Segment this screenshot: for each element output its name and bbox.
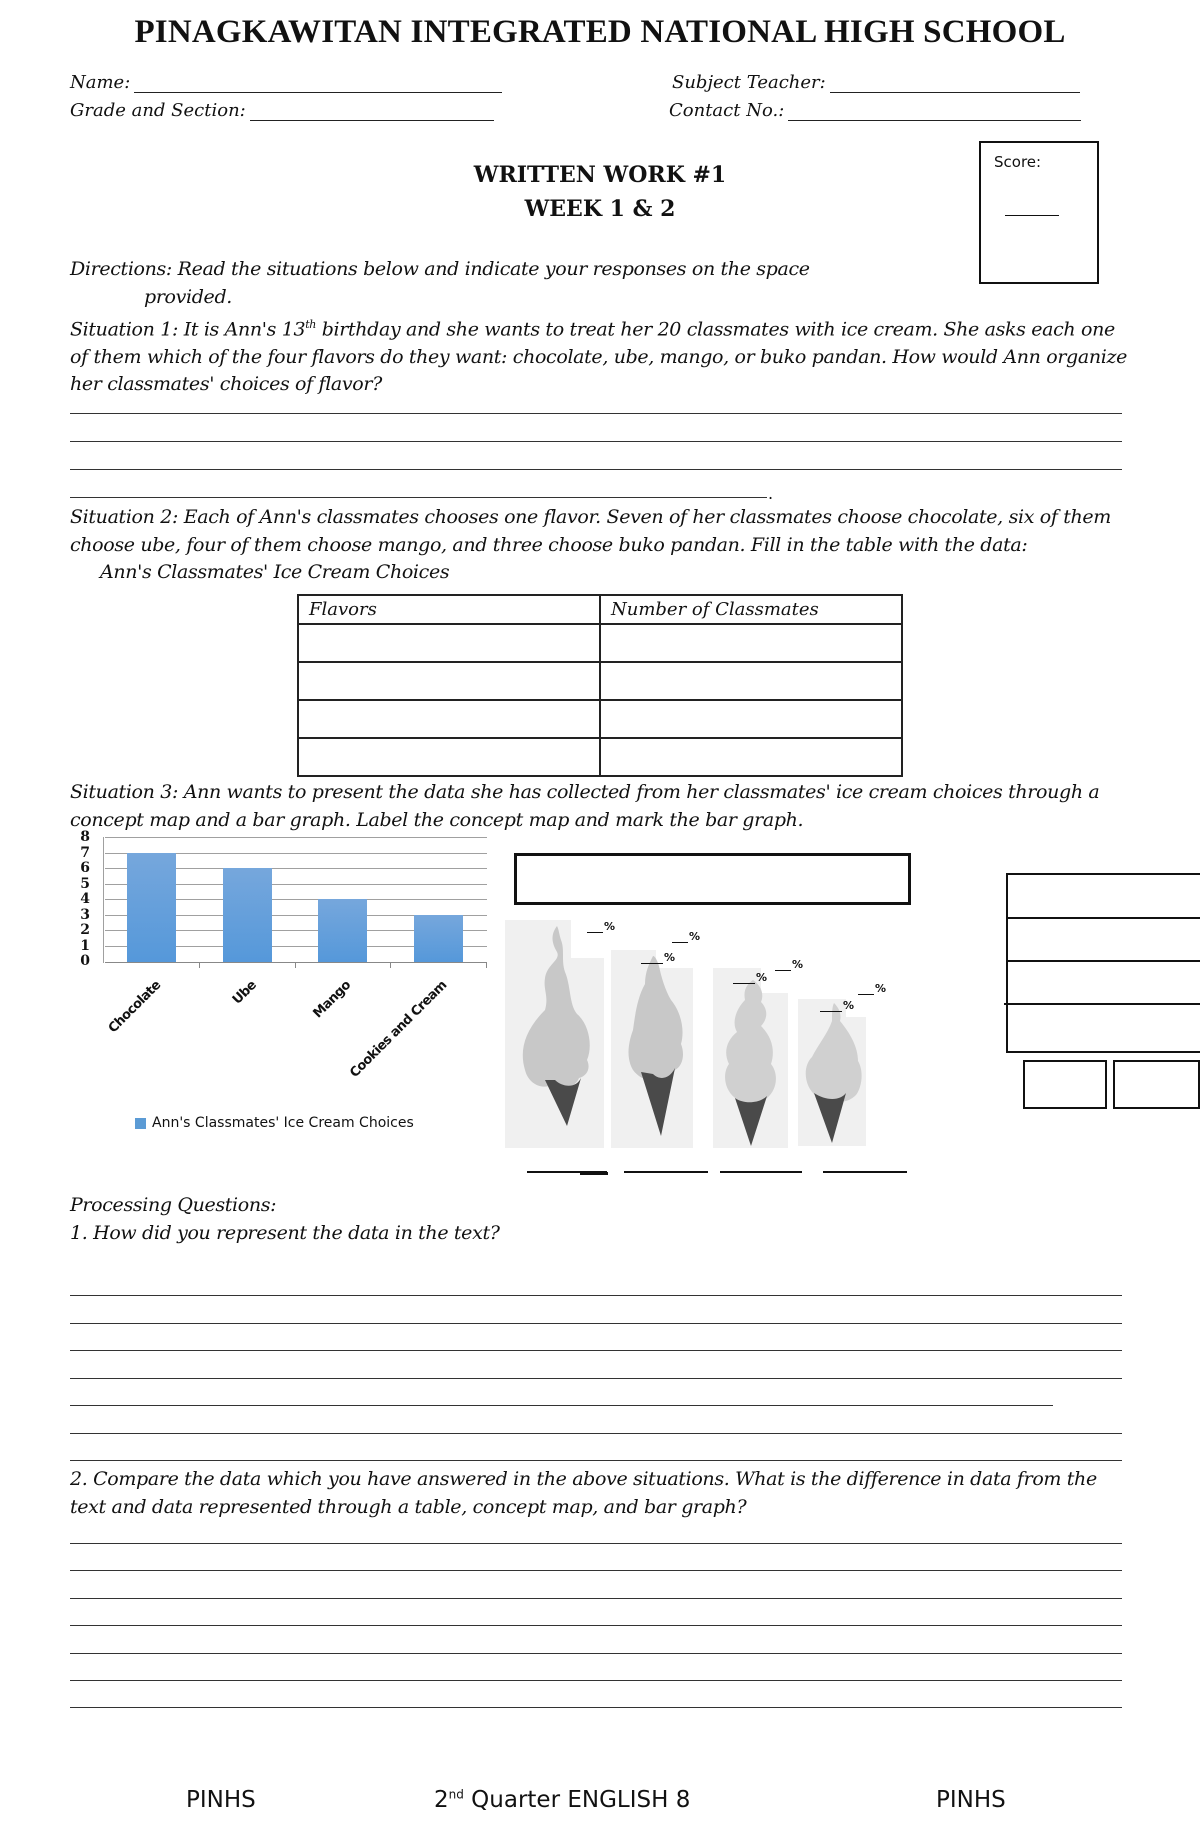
processing-heading: Processing Questions: <box>70 1194 277 1216</box>
cone-label-blank[interactable] <box>720 1171 802 1173</box>
cone-label-blank[interactable] <box>624 1171 708 1173</box>
concept-map-small-box[interactable] <box>1023 1060 1107 1109</box>
percent-label[interactable]: % <box>641 951 675 964</box>
grade-section-field[interactable] <box>70 100 494 121</box>
name-label: Name: <box>70 72 131 93</box>
y-tick: 5 <box>80 876 90 892</box>
question-1: 1. How did you represent the data in the text? <box>70 1222 500 1244</box>
answer-line[interactable] <box>70 497 767 498</box>
table-cell-flavor[interactable] <box>298 738 600 776</box>
contact-no-label: Contact No.: <box>669 100 785 121</box>
table-cell-count[interactable] <box>600 662 902 700</box>
table-row <box>298 662 902 700</box>
grade-section-blank[interactable] <box>250 104 494 121</box>
x-label-mango: Mango <box>310 978 354 1022</box>
ice-cream-cone-icon <box>713 968 793 1148</box>
bar-cookies-and-cream <box>414 915 463 962</box>
x-label-chocolate: Chocolate <box>105 978 164 1037</box>
y-tick: 3 <box>80 907 90 923</box>
directions-text: Directions: Read the situations below and indicate your responses on the space <box>70 258 810 280</box>
table-cell-flavor[interactable] <box>298 624 600 662</box>
situation-2-text: Situation 2: Each of Ann's classmates chooses one flavor. Seven of her classmates choose chocolate, six of them choose ube, four of them choose mango, and three choose buko pandan. Fill in the table with the data: <box>70 506 1111 556</box>
grade-section-label: Grade and Section: <box>70 100 246 121</box>
subject-teacher-field[interactable] <box>672 72 1080 93</box>
y-tick: 0 <box>80 953 90 969</box>
percent-label[interactable]: % <box>775 958 803 971</box>
box-divider <box>1004 1003 1200 1005</box>
table-cell-flavor[interactable] <box>298 700 600 738</box>
percent-label[interactable]: % <box>672 930 700 943</box>
bar-ube <box>223 868 272 962</box>
answer-line[interactable] <box>70 1350 1122 1351</box>
x-tick <box>390 962 391 968</box>
name-blank[interactable] <box>134 76 502 93</box>
answer-line[interactable] <box>70 1295 1122 1296</box>
answer-line[interactable] <box>70 1460 1122 1461</box>
situation-3-text: Situation 3: Ann wants to present the data she has collected from her classmates' ice cream choices through a concept map and a bar graph. Label the concept map and mark the bar graph. <box>70 781 1100 831</box>
answer-line[interactable] <box>70 1378 1122 1379</box>
bar-mango <box>318 899 367 962</box>
ice-cream-cone-icon <box>505 920 605 1150</box>
directions <box>70 256 850 311</box>
gridline <box>105 837 487 838</box>
question-2: 2. Compare the data which you have answered in the above situations. What is the difference in data from the text and data represented through a table, concept map, and bar graph? <box>70 1468 1097 1518</box>
answer-line[interactable] <box>70 413 1122 414</box>
y-tick: 2 <box>80 922 90 938</box>
ice-cream-cone-icon <box>611 950 696 1150</box>
bar-chocolate <box>127 853 176 962</box>
contact-no-blank[interactable] <box>788 104 1081 121</box>
score-blank[interactable] <box>1005 215 1059 216</box>
percent-label[interactable]: % <box>820 999 854 1012</box>
answer-line[interactable] <box>70 441 1122 442</box>
answer-line[interactable] <box>70 1598 1122 1599</box>
x-axis <box>105 962 487 963</box>
cone-label-blank-mark <box>580 1172 608 1175</box>
school-name: PINAGKAWITAN INTEGRATED NATIONAL HIGH SCHOOL <box>134 14 1066 50</box>
answer-line[interactable] <box>70 1405 1053 1406</box>
answer-line[interactable] <box>70 1570 1122 1571</box>
x-label-cookies-and-cream: Cookies and Cream <box>346 978 450 1081</box>
table-header-flavors: Flavors <box>298 595 600 624</box>
score-label: Score: <box>994 153 1042 171</box>
table-row <box>298 624 902 662</box>
table-row <box>298 738 902 776</box>
table-header-count: Number of Classmates <box>600 595 902 624</box>
percent-label[interactable]: % <box>587 920 615 933</box>
concept-map-side-box[interactable] <box>1006 873 1200 1053</box>
percent-label[interactable]: % <box>733 971 767 984</box>
table-cell-count[interactable] <box>600 738 902 776</box>
answer-line[interactable] <box>70 1653 1122 1654</box>
box-divider <box>1008 960 1200 962</box>
table-cell-count[interactable] <box>600 700 902 738</box>
y-tick: 6 <box>80 860 90 876</box>
percent-label[interactable]: % <box>858 982 886 995</box>
directions-continuation: provided. <box>144 285 232 308</box>
subject-teacher-blank[interactable] <box>830 76 1080 93</box>
concept-map-top-box[interactable] <box>514 853 911 905</box>
y-axis <box>103 837 104 963</box>
table-row <box>298 700 902 738</box>
subject-teacher-label: Subject Teacher: <box>672 72 826 93</box>
answer-line[interactable] <box>70 1680 1122 1681</box>
x-tick <box>486 962 487 968</box>
work-title-block <box>400 158 800 226</box>
answer-line[interactable] <box>70 469 1122 470</box>
answer-line[interactable] <box>70 1707 1122 1708</box>
footer-left: PINHS <box>186 1787 256 1813</box>
footer-center: 2nd Quarter ENGLISH 8 <box>434 1787 691 1813</box>
x-tick <box>199 962 200 968</box>
footer-right: PINHS <box>936 1787 1006 1813</box>
y-tick: 7 <box>80 845 90 861</box>
legend-swatch <box>135 1118 146 1129</box>
y-tick: 8 <box>80 829 90 845</box>
x-tick <box>295 962 296 968</box>
chart-legend <box>135 1115 414 1131</box>
table-title: Ann's Classmates' Ice Cream Choices <box>100 561 450 583</box>
cone-label-blank[interactable] <box>823 1171 907 1173</box>
ice-cream-cone-icon <box>798 999 868 1149</box>
y-tick: 4 <box>80 891 90 907</box>
score-box <box>979 141 1099 284</box>
ice-cream-table <box>297 594 903 777</box>
table-cell-count[interactable] <box>600 624 902 662</box>
answer-line[interactable] <box>70 1543 1122 1544</box>
table-header-row <box>298 595 902 624</box>
answer-line[interactable] <box>70 1323 1122 1324</box>
name-field[interactable] <box>70 72 502 93</box>
legend-label: Ann's Classmates' Ice Cream Choices <box>152 1115 414 1131</box>
week-label: WEEK 1 & 2 <box>524 196 676 222</box>
situation-1-text: Situation 1: It is Ann's 13th birthday and she wants to treat her 20 classmates with ice cream. She asks each one of them which of the four flavors do they want: chocolate, ube, mango, or buko pandan. How would Ann organize her classmates' choices of flavor? <box>70 318 1128 396</box>
work-title: WRITTEN WORK #1 <box>473 162 727 188</box>
bar-chart <box>60 830 500 1150</box>
end-mark: . <box>768 484 774 503</box>
table-cell-flavor[interactable] <box>298 662 600 700</box>
answer-line[interactable] <box>70 1625 1122 1626</box>
concept-map-small-box[interactable] <box>1113 1060 1200 1109</box>
box-divider <box>1008 917 1200 919</box>
x-label-ube: Ube <box>229 978 260 1008</box>
contact-no-field[interactable] <box>669 100 1081 121</box>
answer-line[interactable] <box>70 1433 1122 1434</box>
y-tick: 1 <box>80 938 90 954</box>
